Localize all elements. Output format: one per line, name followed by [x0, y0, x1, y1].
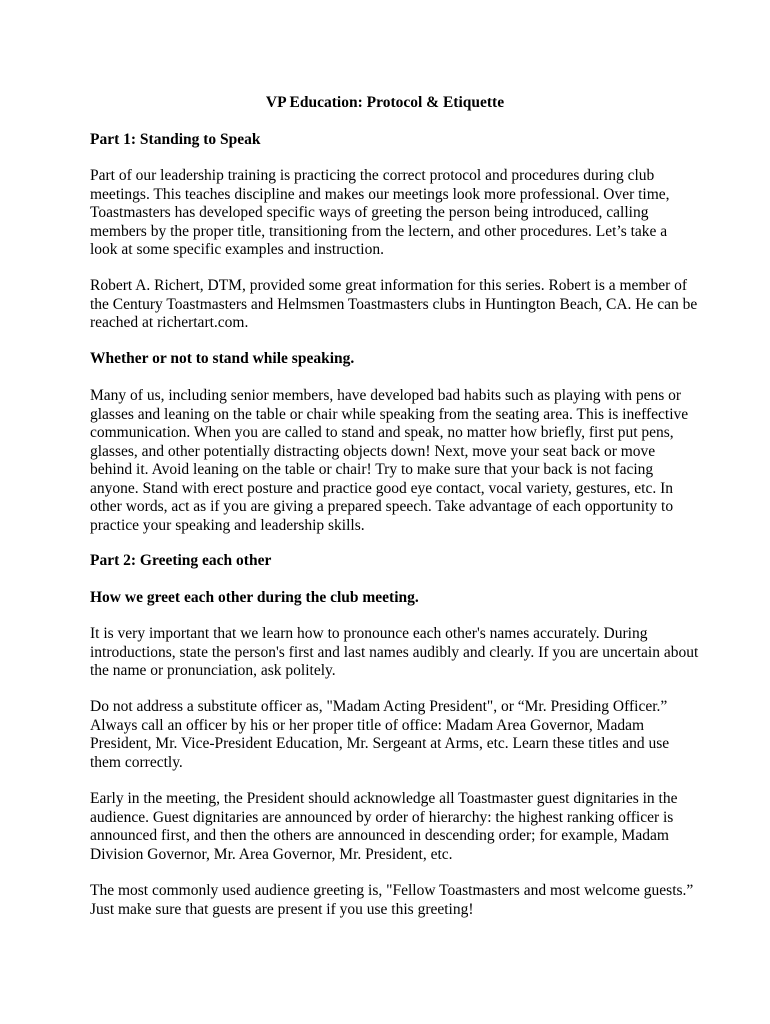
text-line: meetings. This teaches discipline and makes our meetings look more professional. Over time,	[90, 185, 670, 203]
text-line: Division Governor, Mr. Area Governor, Mr. President, etc.	[90, 845, 453, 863]
text-line: the Century Toastmasters and Helmsmen Toastmasters clubs in Huntington Beach, CA. He can be	[90, 295, 698, 313]
text-line: It is very important that we learn how to pronounce each other's names accurately. During	[90, 625, 648, 642]
text-line: them correctly.	[90, 753, 183, 771]
titles-paragraph	[90, 698, 690, 772]
text-line: Do not address a substitute officer as, "Madam Acting President", or “Mr. Presiding Officer.”	[90, 698, 668, 715]
standing-paragraph	[90, 387, 690, 535]
text-line: Just make sure that guests are present if you use this greeting!	[90, 900, 474, 918]
dignitaries-paragraph	[90, 790, 690, 864]
text-line: Toastmasters has developed specific ways of greeting the person being introduced, calling	[90, 204, 649, 221]
text-line: glasses, and other potentially distracting objects down! Next, move your seat back or move	[90, 442, 656, 460]
text-line: practice your speaking and leadership skills.	[90, 516, 365, 534]
credit-paragraph	[90, 277, 698, 333]
intro-paragraph	[90, 167, 690, 260]
text-line: behind it. Avoid leaning on the table or chair! Try to make sure that your back is not facing	[90, 461, 654, 478]
text-line: audience. Guest dignitaries are announced by order of hierarchy: the highest ranking officer is	[90, 808, 674, 826]
part2-heading: Part 2: Greeting each other	[90, 552, 272, 569]
text-line: other words, act as if you are giving a prepared speech. Take advantage of each opportunity to	[90, 498, 674, 515]
text-line: President, Mr. Vice-President Education, Mr. Sergeant at Arms, etc. Learn these titles and use	[90, 735, 670, 752]
greeting-paragraph	[90, 882, 694, 919]
text-line: introductions, state the person's first and last names audibly and clearly. If you are uncertain about	[90, 643, 699, 661]
text-line: glasses and leaning on the table or chair while speaking from the seating area. This is ineffective	[90, 405, 689, 423]
text-line: reached at richertart.com.	[90, 314, 249, 331]
text-line: look at some specific examples and instruction.	[90, 241, 384, 258]
greeting-subheading: How we greet each other during the club meeting.	[90, 589, 419, 606]
text-line: Robert A. Richert, DTM, provided some great information for this series. Robert is a member of	[90, 277, 688, 294]
standing-subheading: Whether or not to stand while speaking.	[90, 350, 355, 367]
text-line: anyone. Stand with erect posture and practice good eye contact, vocal variety, gestures, etc. In	[90, 479, 674, 497]
text-line: Many of us, including senior members, have developed bad habits such as playing with pens or	[90, 387, 682, 404]
pronounce-paragraph	[90, 625, 699, 681]
document-title: VP Education: Protocol & Etiquette	[265, 94, 505, 111]
text-line: The most commonly used audience greeting is, "Fellow Toastmasters and most welcome guests.”	[90, 882, 694, 899]
text-line: communication. When you are called to stand and speak, no matter how briefly, first put pens,	[90, 424, 674, 441]
part1-heading: Part 1: Standing to Speak	[90, 131, 261, 148]
text-line: members by the proper title, transitioning from the lectern, and other procedures. Let’s take a	[90, 222, 668, 240]
text-line: Part of our leadership training is practicing the correct protocol and procedures during club	[90, 167, 655, 184]
text-line: Early in the meeting, the President should acknowledge all Toastmaster guest dignitaries in the	[90, 790, 678, 807]
text-line: announced first, and then the others are announced in descending order; for example, Madam	[90, 827, 669, 844]
text-line: the name or pronunciation, ask politely.	[90, 662, 336, 679]
text-line: Always call an officer by his or her proper title of office: Madam Area Governor, Madam	[90, 716, 645, 734]
